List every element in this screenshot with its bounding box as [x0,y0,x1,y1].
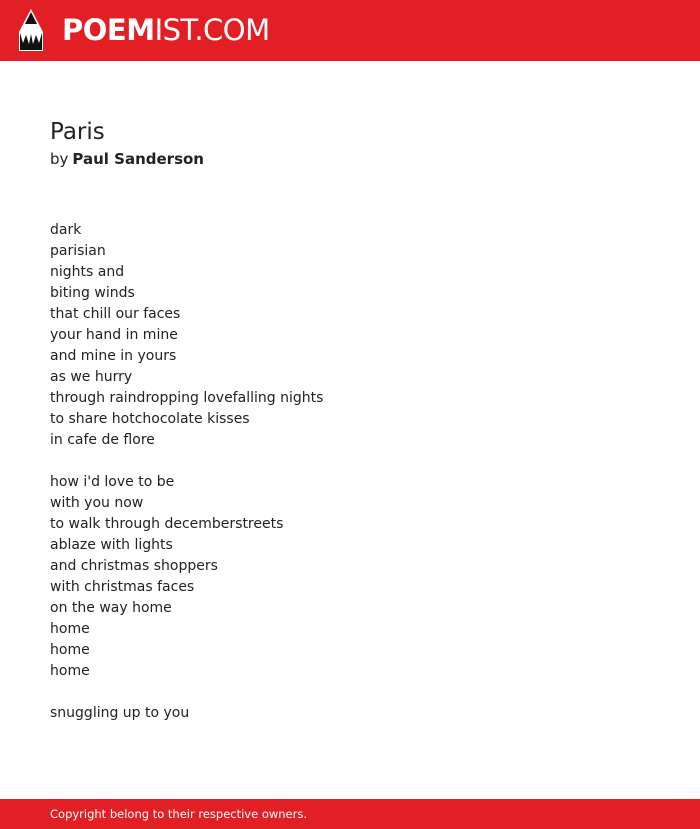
logo-text-bold: POEM [62,13,155,47]
poem-line: parisian [50,243,106,259]
poem-line: home [50,642,90,658]
poem-line: with you now [50,495,144,511]
poem-author: Paul Sanderson [72,150,204,168]
site-footer [0,799,700,829]
byline-prefix: by [50,150,69,168]
poem-stanza [50,472,650,682]
poem-line: to share hotchocolate kisses [50,411,250,427]
site-header [0,0,700,61]
poem-line: your hand in mine [50,327,178,343]
poem-stanza [50,220,650,451]
poem-line: home [50,663,90,679]
pencil-icon [18,9,44,51]
poem-line: and mine in yours [50,348,177,364]
poem-line: snuggling up to you [50,705,190,721]
poem-line: on the way home [50,600,172,616]
poem-line: dark [50,222,82,238]
poem-line: how i'd love to be [50,474,175,490]
poem-line: as we hurry [50,369,133,385]
poem-line: home [50,621,90,637]
logo-text-light: IST.COM [154,13,270,47]
poem-line: in cafe de flore [50,432,155,448]
poem-content [50,117,650,724]
poem-line: to walk through decemberstreets [50,516,284,532]
copyright-text: Copyright belong to their respective owners. [50,807,308,821]
poem-byline [50,148,650,170]
poem-line: biting winds [50,285,135,301]
poem-body [50,220,650,724]
poem-line: with christmas faces [50,579,195,595]
poem-title: Paris [50,119,105,145]
site-logo-link[interactable] [18,9,270,51]
poem-line: that chill our faces [50,306,181,322]
site-logo-text [62,9,270,51]
poem-line: ablaze with lights [50,537,173,553]
poem-line: through raindropping lovefalling nights [50,390,324,406]
poem-line: nights and [50,264,125,280]
poem-stanza [50,703,650,724]
poem-line: and christmas shoppers [50,558,218,574]
